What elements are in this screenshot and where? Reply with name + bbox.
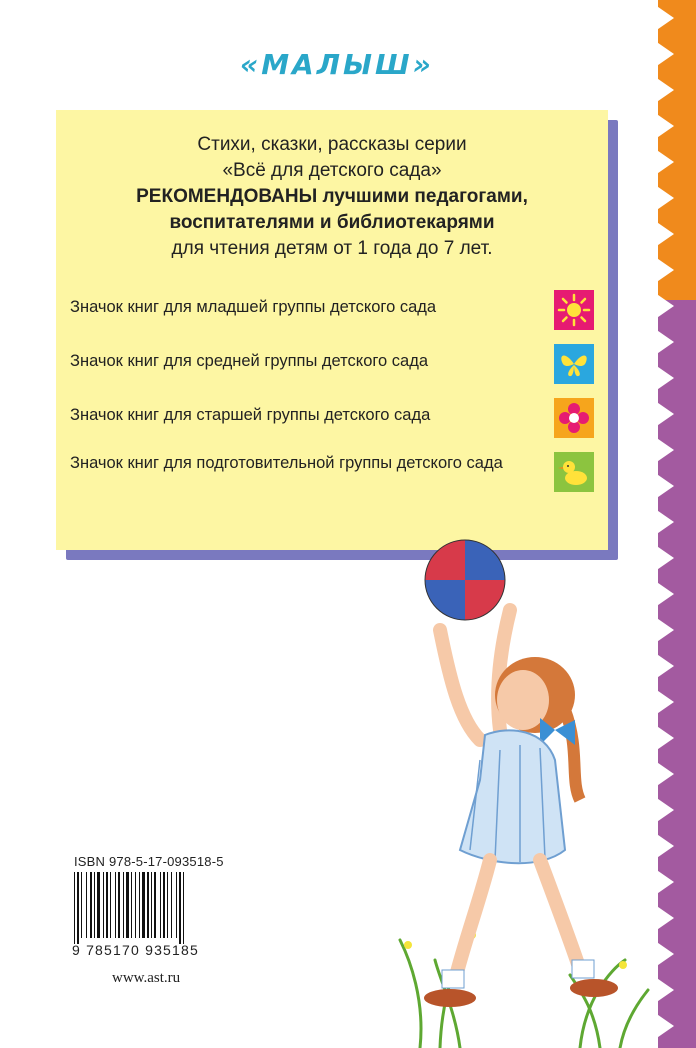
intro-line-bold: воспитателями и библиотекарями: [169, 212, 495, 233]
barcode-bar: [86, 872, 87, 938]
barcode-bar: [147, 872, 149, 938]
decorative-zigzag-strip: [648, 0, 696, 1048]
sun-icon: [554, 290, 594, 330]
publisher-website: www.ast.ru: [112, 970, 181, 986]
barcode: [72, 872, 214, 944]
barcode-number: 9 785170 935185: [72, 942, 199, 958]
isbn-text: ISBN 978-5-17-093518-5: [74, 854, 224, 869]
barcode-bar: [106, 872, 108, 938]
flower-icon: [554, 398, 594, 438]
barcode-bar: [77, 872, 79, 944]
barcode-bar: [160, 872, 161, 938]
barcode-bar: [167, 872, 168, 938]
barcode-bar: [176, 872, 177, 938]
intro-line: Стихи, сказки, рассказы серии: [197, 134, 467, 155]
badge-row-preparatory: [70, 452, 594, 500]
barcode-bar: [142, 872, 145, 938]
barcode-bar: [74, 872, 75, 944]
badge-label: Значок книг для подготовительной группы детского сада: [70, 454, 503, 472]
girl-with-ball-illustration: [380, 520, 650, 1048]
barcode-bar: [97, 872, 100, 938]
barcode-bar: [118, 872, 120, 938]
butterfly-icon: [554, 344, 594, 384]
info-panel: [56, 110, 608, 550]
barcode-bar: [94, 872, 95, 938]
badge-row-middle: [70, 350, 594, 390]
badge-label: Значок книг для младшей группы детского сада: [70, 298, 437, 316]
barcode-bar: [163, 872, 165, 938]
intro-line: «Всё для детского сада»: [222, 160, 442, 181]
badge-row-junior: [70, 296, 594, 336]
series-intro: [56, 132, 608, 262]
barcode-bar: [139, 872, 140, 938]
barcode-bar: [126, 872, 129, 938]
badge-row-senior: [70, 404, 594, 444]
barcode-bar: [183, 872, 184, 944]
barcode-bar: [179, 872, 181, 944]
intro-line-bold: РЕКОМЕНДОВАНЫ лучшими педагогами,: [136, 186, 528, 207]
barcode-bar: [110, 872, 111, 938]
barcode-bar: [123, 872, 124, 938]
barcode-bar: [151, 872, 152, 938]
barcode-bar: [135, 872, 136, 938]
badge-label: Значок книг для средней группы детского сада: [70, 352, 429, 370]
barcode-bar: [81, 872, 82, 938]
intro-line: для чтения детям от 1 года до 7 лет.: [171, 238, 493, 259]
barcode-bar: [131, 872, 132, 938]
barcode-bar: [171, 872, 172, 938]
duckling-icon: [554, 452, 594, 492]
publisher-logo: «МАЛЫШ»: [240, 48, 434, 81]
barcode-bar: [103, 872, 104, 938]
barcode-bar: [115, 872, 116, 938]
badge-label: Значок книг для старшей группы детского сада: [70, 406, 431, 424]
barcode-bar: [90, 872, 92, 938]
barcode-bar: [154, 872, 156, 938]
